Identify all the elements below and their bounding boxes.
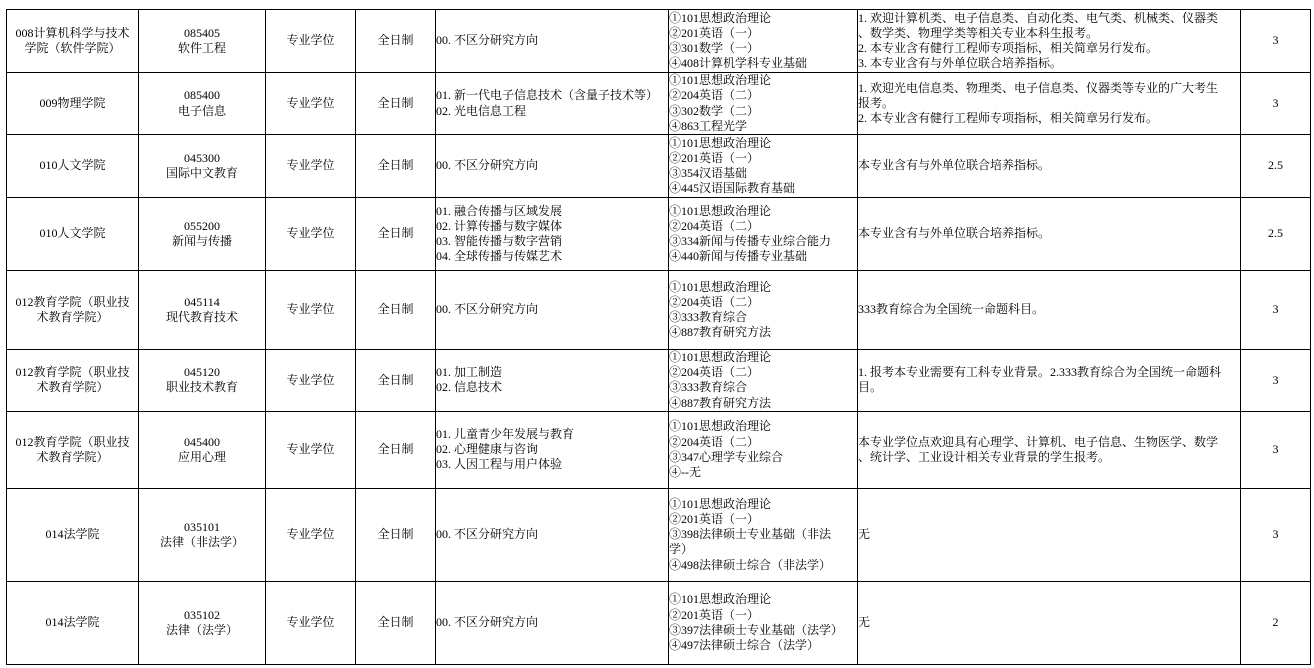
research-direction: 02. 光电信息工程 — [436, 103, 527, 118]
catalog-row — [7, 10, 1311, 73]
major-code: 045120 — [184, 365, 220, 380]
research-direction: 00. 不区分研究方向 — [436, 33, 539, 48]
catalog-row — [7, 350, 1311, 412]
exam-subjects-list — [669, 280, 849, 341]
enrollment-catalog-table — [6, 9, 1311, 665]
degree-type-cell — [266, 350, 356, 412]
college-name: 012教育学院（职业技术教育学院） — [15, 365, 130, 395]
study-duration: 3 — [1272, 527, 1279, 542]
research-direction: 00. 不区分研究方向 — [436, 302, 539, 317]
exam-subject: ③397法律硕士专业基础（法学） — [669, 622, 844, 637]
note-item: 333教育综合为全国统一命题科目。 — [858, 302, 1045, 317]
notes-cell — [858, 581, 1241, 664]
college-cell — [7, 73, 139, 135]
research-direction: 02. 计算传播与数字媒体 — [436, 218, 563, 233]
degree-type: 专业学位 — [286, 158, 335, 173]
exam-subjects-list — [669, 204, 849, 265]
research-direction: 01. 加工制造 — [436, 365, 503, 380]
research-direction: 01. 新一代电子信息技术（含量子技术等） — [436, 88, 659, 103]
major-cell — [139, 411, 266, 488]
notes-list — [858, 158, 1224, 173]
study-mode: 全日制 — [377, 527, 414, 542]
college-name: 008计算机科学与技术学院（软件学院） — [15, 25, 130, 55]
exam-subjects-list — [669, 136, 849, 197]
college-name: 012教育学院（职业技术教育学院） — [15, 434, 130, 464]
study-mode: 全日制 — [377, 226, 414, 241]
research-direction-cell — [436, 135, 669, 198]
degree-type: 专业学位 — [286, 372, 335, 387]
research-direction: 03. 智能传播与数字营销 — [436, 234, 563, 248]
major-name: 法律（非法学） — [159, 534, 244, 549]
exam-subject: ②201英语（一） — [669, 150, 760, 165]
notes-list — [858, 435, 1224, 465]
exam-subject: ③334新闻与传播专业综合能力 — [669, 234, 832, 248]
notes-list — [858, 302, 1224, 317]
notes-cell — [858, 135, 1241, 198]
major-cell — [139, 350, 266, 412]
degree-type-cell — [266, 73, 356, 135]
exam-subject: ①101思想政治理论 — [669, 496, 772, 511]
exam-subject: ①101思想政治理论 — [669, 135, 772, 150]
degree-type-cell — [266, 411, 356, 488]
degree-type-cell — [266, 581, 356, 664]
notes-list — [858, 226, 1224, 241]
duration-cell — [1241, 411, 1311, 488]
duration-cell — [1241, 135, 1311, 198]
major-cell — [139, 135, 266, 198]
exam-subjects-list — [669, 73, 849, 134]
major-cell — [139, 198, 266, 271]
college-cell — [7, 350, 139, 412]
notes-list — [858, 527, 1224, 542]
college-cell — [7, 271, 139, 350]
research-direction-cell — [436, 73, 669, 135]
duration-cell — [1241, 271, 1311, 350]
research-direction-cell — [436, 581, 669, 664]
note-item: 2. 本专业含有健行工程师专项指标，相关简章另行发布。 — [858, 41, 1159, 55]
college-cell — [7, 135, 139, 198]
exam-subject: ①101思想政治理论 — [669, 592, 772, 607]
major-name: 新闻与传播 — [171, 234, 232, 248]
degree-type: 专业学位 — [286, 615, 335, 630]
exam-subject: ④440新闻与传播专业基础 — [669, 249, 808, 264]
major-name: 职业技术教育 — [165, 380, 238, 395]
study-duration: 2.5 — [1268, 226, 1283, 241]
major-cell — [139, 581, 266, 664]
study-mode-cell — [356, 488, 436, 581]
major-code: 055200 — [184, 218, 220, 233]
research-direction-cell — [436, 411, 669, 488]
exam-subject: ④887教育研究方法 — [669, 325, 772, 340]
exam-subject: ④498法律硕士综合（非法学） — [669, 557, 832, 572]
exam-subjects-list — [669, 11, 849, 72]
study-duration: 3 — [1272, 372, 1279, 387]
study-mode: 全日制 — [377, 33, 414, 48]
exam-subject: ④445汉语国际教育基础 — [669, 181, 796, 196]
notes-cell — [858, 350, 1241, 412]
study-mode-cell — [356, 198, 436, 271]
research-direction: 01. 融合传播与区域发展 — [436, 203, 563, 218]
notes-list — [858, 11, 1224, 72]
exam-subjects-cell — [669, 581, 858, 664]
exam-subject: ①101思想政治理论 — [669, 73, 772, 88]
notes-cell — [858, 488, 1241, 581]
degree-type: 专业学位 — [286, 95, 335, 110]
catalog-row — [7, 411, 1311, 488]
degree-type: 专业学位 — [286, 302, 335, 317]
note-item: 3. 本专业含有与外单位联合培养指标。 — [858, 56, 1063, 71]
catalog-row — [7, 135, 1311, 198]
notes-list — [858, 615, 1224, 630]
exam-subject: ③333教育综合 — [669, 310, 748, 324]
exam-subjects-list — [669, 419, 849, 480]
research-direction: 01. 儿童青少年发展与教育 — [436, 427, 575, 441]
exam-subject: ②204英语（二） — [669, 88, 760, 103]
degree-type-cell — [266, 271, 356, 350]
college-name: 010人文学院 — [39, 226, 106, 241]
exam-subject: ①101思想政治理论 — [669, 203, 772, 218]
college-name: 012教育学院（职业技术教育学院） — [15, 294, 130, 324]
degree-type: 专业学位 — [286, 442, 335, 457]
major-name: 国际中文教育 — [165, 166, 238, 180]
major-name: 应用心理 — [177, 449, 226, 464]
note-item: 本专业含有与外单位联合培养指标。 — [858, 226, 1051, 241]
exam-subject: ④408计算机学科专业基础 — [669, 56, 808, 71]
research-direction-cell — [436, 198, 669, 271]
exam-subject: ③354汉语基础 — [669, 166, 748, 180]
notes-cell — [858, 411, 1241, 488]
note-item: 本专业学位点欢迎具有心理学、计算机、电子信息、生物医学、数学、统计学、工业设计相关专业背景的学生报考。 — [858, 434, 1219, 464]
research-direction: 00. 不区分研究方向 — [436, 158, 539, 173]
research-direction-cell — [436, 350, 669, 412]
research-direction-cell — [436, 488, 669, 581]
college-name: 010人文学院 — [39, 158, 106, 173]
notes-cell — [858, 271, 1241, 350]
exam-subjects-cell — [669, 350, 858, 412]
exam-subject: ③301数学（一） — [669, 41, 760, 55]
research-direction-cell — [436, 10, 669, 73]
study-duration: 3 — [1272, 442, 1279, 457]
study-mode: 全日制 — [377, 302, 414, 317]
degree-type-cell — [266, 135, 356, 198]
major-cell — [139, 10, 266, 73]
notes-cell — [858, 73, 1241, 135]
exam-subject: ②201英语（一） — [669, 607, 760, 622]
duration-cell — [1241, 10, 1311, 73]
exam-subjects-cell — [669, 411, 858, 488]
college-cell — [7, 198, 139, 271]
study-duration: 2.5 — [1268, 158, 1283, 173]
major-code: 045114 — [184, 294, 220, 309]
exam-subject: ①101思想政治理论 — [669, 10, 772, 25]
study-mode-cell — [356, 411, 436, 488]
note-item: 无 — [858, 615, 871, 630]
degree-type-cell — [266, 10, 356, 73]
duration-cell — [1241, 73, 1311, 135]
major-code: 035102 — [184, 607, 220, 622]
exam-subject: ④--无 — [669, 465, 701, 480]
catalog-row — [7, 581, 1311, 664]
major-code: 045300 — [184, 150, 220, 165]
study-mode-cell — [356, 350, 436, 412]
exam-subject: ①101思想政治理论 — [669, 279, 772, 294]
exam-subjects-cell — [669, 198, 858, 271]
catalog-row — [7, 271, 1311, 350]
major-code: 035101 — [184, 519, 220, 534]
study-mode: 全日制 — [377, 95, 414, 110]
duration-cell — [1241, 350, 1311, 412]
exam-subject: ③398法律硕士专业基础（非法学） — [669, 527, 832, 557]
exam-subject: ④887教育研究方法 — [669, 395, 772, 410]
notes-list — [858, 365, 1224, 395]
note-item: 本专业含有与外单位联合培养指标。 — [858, 158, 1051, 173]
research-direction: 00. 不区分研究方向 — [436, 527, 539, 542]
duration-cell — [1241, 581, 1311, 664]
study-duration: 3 — [1272, 302, 1279, 317]
major-cell — [139, 488, 266, 581]
study-duration: 3 — [1272, 95, 1279, 110]
note-item: 1. 报考本专业需要有工科专业背景。2.333教育综合为全国统一命题科目。 — [858, 365, 1222, 395]
college-cell — [7, 581, 139, 664]
exam-subject: ②204英语（二） — [669, 294, 760, 309]
exam-subject: ④497法律硕士综合（法学） — [669, 638, 820, 653]
college-cell — [7, 10, 139, 73]
exam-subject: ②201英语（一） — [669, 512, 760, 526]
duration-cell — [1241, 198, 1311, 271]
study-mode-cell — [356, 271, 436, 350]
note-item: 1. 欢迎计算机类、电子信息类、自动化类、电气类、机械类、仪器类、数学类、物理学类等相关专业本科生报考。 — [858, 10, 1219, 40]
study-mode-cell — [356, 581, 436, 664]
exam-subjects-list — [669, 592, 849, 653]
study-mode: 全日制 — [377, 372, 414, 387]
notes-cell — [858, 198, 1241, 271]
college-name: 014法学院 — [45, 527, 100, 542]
note-item: 无 — [858, 527, 871, 542]
catalog-row — [7, 488, 1311, 581]
note-item: 2. 本专业含有健行工程师专项指标，相关简章另行发布。 — [858, 111, 1159, 126]
major-code: 045400 — [184, 434, 220, 449]
college-name: 014法学院 — [45, 615, 100, 630]
study-mode-cell — [356, 73, 436, 135]
exam-subject: ②204英语（二） — [669, 434, 760, 449]
note-item: 1. 欢迎光电信息类、物理类、电子信息类、仪器类等专业的广大考生报考。 — [858, 80, 1219, 110]
major-code: 085405 — [184, 25, 220, 40]
study-mode: 全日制 — [377, 442, 414, 457]
major-name: 软件工程 — [177, 41, 226, 55]
degree-type-cell — [266, 198, 356, 271]
research-direction: 04. 全球传播与传媒艺术 — [436, 249, 563, 264]
college-cell — [7, 411, 139, 488]
major-name: 电子信息 — [177, 103, 226, 118]
exam-subject: ③333教育综合 — [669, 380, 748, 395]
study-mode: 全日制 — [377, 158, 414, 173]
research-direction: 02. 心理健康与咨询 — [436, 442, 539, 457]
exam-subjects-cell — [669, 135, 858, 198]
exam-subjects-cell — [669, 10, 858, 73]
major-name: 法律（法学） — [165, 622, 238, 637]
degree-type-cell — [266, 488, 356, 581]
exam-subject: ②201英语（一） — [669, 25, 760, 40]
exam-subjects-cell — [669, 488, 858, 581]
research-direction-cell — [436, 271, 669, 350]
study-mode: 全日制 — [377, 615, 414, 630]
exam-subjects-list — [669, 497, 849, 573]
exam-subject: ③302数学（二） — [669, 103, 760, 118]
degree-type: 专业学位 — [286, 527, 335, 542]
study-mode-cell — [356, 10, 436, 73]
catalog-row — [7, 198, 1311, 271]
duration-cell — [1241, 488, 1311, 581]
exam-subject: ③347心理学专业综合 — [669, 449, 784, 464]
degree-type: 专业学位 — [286, 226, 335, 241]
exam-subject: ①101思想政治理论 — [669, 419, 772, 434]
research-direction: 03. 人因工程与用户体验 — [436, 457, 563, 472]
major-cell — [139, 271, 266, 350]
exam-subject: ①101思想政治理论 — [669, 350, 772, 364]
exam-subject: ④863工程光学 — [669, 118, 748, 133]
major-cell — [139, 73, 266, 135]
study-duration: 2 — [1272, 615, 1279, 630]
study-mode-cell — [356, 135, 436, 198]
degree-type: 专业学位 — [286, 33, 335, 48]
exam-subjects-cell — [669, 271, 858, 350]
college-cell — [7, 488, 139, 581]
college-name: 009物理学院 — [39, 95, 106, 110]
notes-list — [858, 81, 1224, 127]
exam-subject: ②204英语（二） — [669, 365, 760, 380]
exam-subjects-cell — [669, 73, 858, 135]
exam-subject: ②204英语（二） — [669, 218, 760, 233]
exam-subjects-list — [669, 350, 849, 411]
research-direction: 02. 信息技术 — [436, 380, 503, 395]
notes-cell — [858, 10, 1241, 73]
study-duration: 3 — [1272, 33, 1279, 48]
research-direction: 00. 不区分研究方向 — [436, 615, 539, 630]
catalog-row — [7, 73, 1311, 135]
major-name: 现代教育技术 — [165, 310, 238, 324]
major-code: 085400 — [184, 88, 220, 103]
